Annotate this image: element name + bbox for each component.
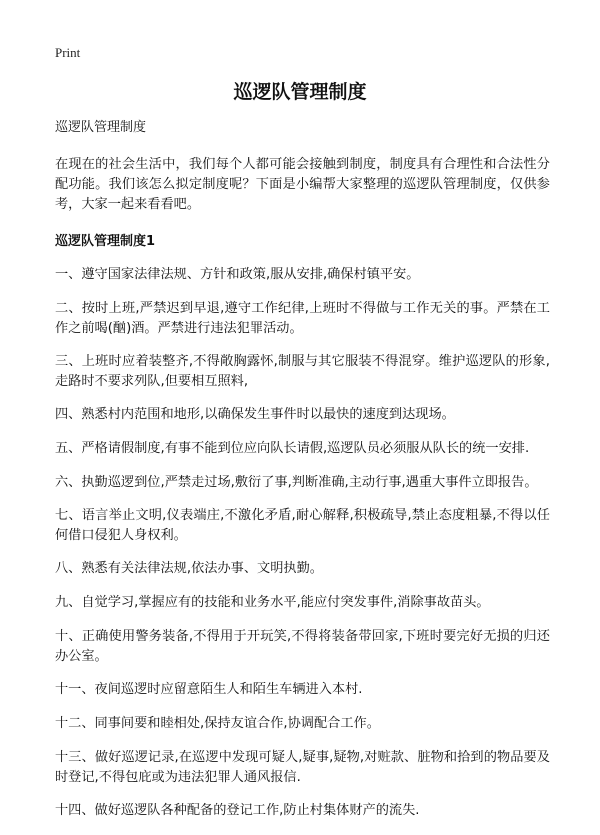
rule-item-8: 八、熟悉有关法律法规,依法办事、文明执勤。 [55,561,323,576]
print-link[interactable]: Print [55,45,81,60]
rules-list [55,265,550,821]
rule-item-3: 三、上班时应着装整齐,不得敞胸露怀,制服与其它服装不得混穿。维护巡逻队的形象,走路时不要求列队,但要相互照料, [55,354,550,389]
document-body [55,120,550,835]
document-title: 巡逻队管理制度 [233,81,367,103]
rule-item-9: 九、自觉学习,掌握应有的技能和业务水平,能应付突发事件,消除事故苗头。 [55,595,490,610]
intro-paragraph: 在现在的社会生活中，我们每个人都可能会接触到制度，制度具有合理性和合法性分配功能。我们该怎么拟定制度呢？下面是小编帮大家整理的巡逻队管理制度，仅供参考，大家一起来看看吧。 [55,157,550,212]
section-heading: 巡逻队管理制度1 [55,234,156,249]
rule-item-7: 七、语言举止文明,仪表端庄,不激化矛盾,耐心解释,积极疏导,禁止态度粗暴,不得以任何借口侵犯人身权利。 [55,508,550,543]
rule-item-2: 二、按时上班,严禁迟到早退,遵守工作纪律,上班时不得做与工作无关的事。严禁在工作之前喝(酗)酒。严禁进行违法犯罪活动。 [55,301,550,336]
rule-item-11: 十一、夜间巡逻时应留意陌生人和陌生车辆进入本村. [55,682,363,697]
rule-item-13: 十三、做好巡逻记录,在巡逻中发现可疑人,疑事,疑物,对赃款、脏物和拾到的物品要及时登记,不得包庇或为违法犯罪人通风报信. [55,750,550,785]
rule-item-14: 十四、做好巡逻队各种配备的登记工作,防止村集体财产的流失. [55,803,420,818]
rule-item-1: 一、遵守国家法律法规、方针和政策,服从安排,确保村镇平安。 [55,267,420,282]
rule-item-6: 六、执勤巡逻到位,严禁走过场,敷衍了事,判断准确,主动行事,遇重大事件立即报告。 [55,475,538,490]
rule-item-5: 五、严格请假制度,有事不能到位应向队长请假,巡逻队员必须服从队长的统一安排. [55,441,530,456]
rule-item-12: 十二、同事间要和睦相处,保持友谊合作,协调配合工作。 [55,716,380,731]
rule-item-10: 十、正确使用警务装备,不得用于开玩笑,不得将装备带回家,下班时要完好无损的归还办公室。 [55,629,550,664]
rule-item-4: 四、熟悉村内范围和地形,以确保发生事件时以最快的速度到达现场。 [55,407,455,422]
document-subtitle: 巡逻队管理制度 [55,120,147,135]
